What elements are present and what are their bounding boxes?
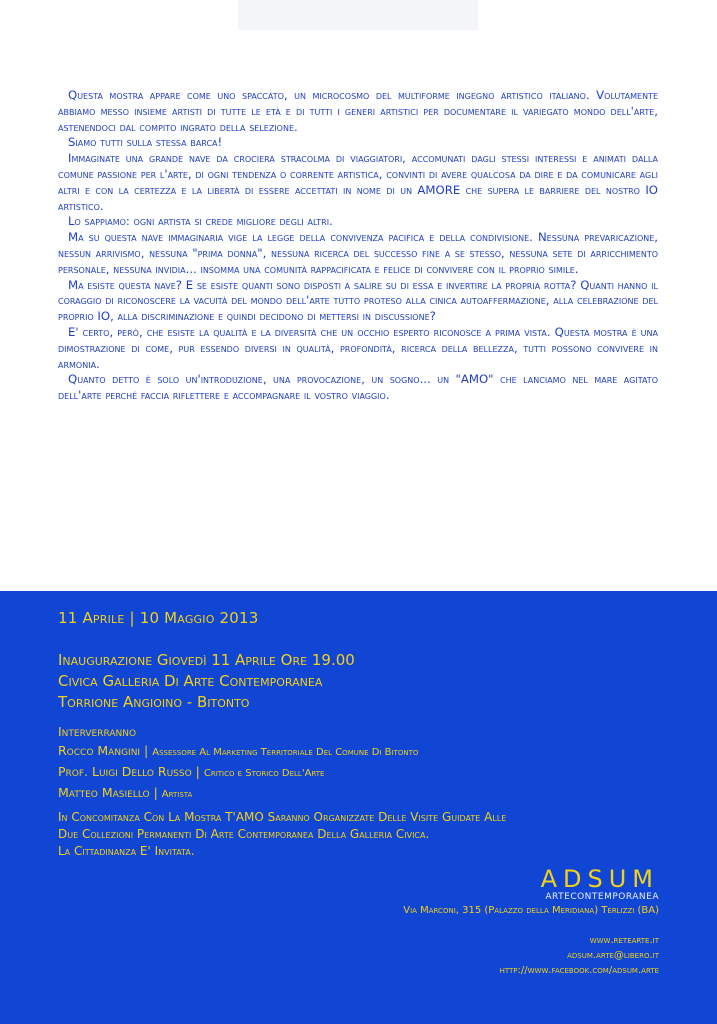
speaker-row xyxy=(58,741,678,762)
venue-location: Torrione Angioino - Bitonto xyxy=(58,693,250,711)
speaker-role: Assessore Al Marketing Territoriale Del Comune Di Bitonto xyxy=(152,747,419,758)
speaker-name: Rocco Mangini | xyxy=(58,743,149,758)
brand-subtitle: ARTECONTEMPORANEA xyxy=(545,892,659,902)
organizer-brand xyxy=(541,866,659,903)
inauguration-block xyxy=(58,650,658,713)
exhibition-dates: 11 Aprile | 10 Maggio 2013 xyxy=(58,609,259,627)
facebook-link[interactable]: http://www.facebook.com/adsum.arte xyxy=(499,965,659,976)
email-link[interactable]: adsum.arte@libero.it xyxy=(567,950,659,961)
notice-line: Due Collezioni Permanenti Di Arte Contemporanea Della Galleria Civica. xyxy=(58,827,430,841)
intro-paragraph: Siamo tutti sulla stessa barca! xyxy=(68,135,223,150)
notice-line: In Concomitanza Con La Mostra T'AMO Saranno Organizzate Delle Visite Guidate Alle xyxy=(58,810,507,824)
brand-logo-text: ADSUM xyxy=(540,865,659,893)
intro-paragraph: Ma su questa nave immaginaria vige la legge della convivenza pacifica e della condivisione. Nessuna prevaricazione, nessun arrivismo, nessuna "prima donna", nessuna ricerca del successo fine a se stesso, nessuna sete di arricchimento personale, nessuna invidia... insomma una comunità rappacificata e felice di convivere con il proprio simile. xyxy=(58,230,658,276)
speaker-name: Prof. Luigi Dello Russo | xyxy=(58,764,200,779)
speaker-role: Critico e Storico Dell'Arte xyxy=(203,768,325,779)
intro-paragraph: Quanto detto è solo un'introduzione, una provocazione, un sogno... un "AMO" che lanciamo nel mare agitato dell'arte perché faccia riflettere e accompagnare il vostro viaggio. xyxy=(58,372,658,403)
intro-paragraph: Questa mostra appare come uno spaccato, un microcosmo del multiforme ingegno artistico italiano. Volutamente abbiamo messo insieme artisti di tutte le età e di tutti i generi artistici per documentare il variegato mondo dell'arte, astenendoci dal compito ingrato della selezione. xyxy=(58,88,658,134)
speakers-block xyxy=(58,722,678,804)
intro-paragraph: Ma esiste questa nave? E se esiste quanti sono disposti a salire su di essa e invertire la propria rotta? Quanti hanno il coraggio di riconoscere la vacuità del mondo dell'arte tutto proteso alla cinica autoaffermazione, alla celebrazione del proprio IO, alla discriminazione e quindi decidono di mettersi in discussione? xyxy=(58,277,658,324)
intro-text xyxy=(58,88,658,404)
speaker-row xyxy=(58,762,678,783)
header-strip xyxy=(238,0,478,30)
intro-paragraph: E' certo, però, che esiste la qualità e la diversità che un occhio esperto riconosce a prima vista. Questa mostra è una dimostrazione di come, pur essendo diversi in qualità, profondità, ricerca della bellezza, tutti possono convivere in armonia. xyxy=(58,324,658,371)
guided-tours-notice xyxy=(58,809,678,860)
intro-paragraph: Immaginate una grande nave da crociera stracolma di viaggiatori, accomunati dagli stessi interessi e animati dalla comune passione per l'arte, di ogni tendenza o corrente artistica, convinti di avere qualcosa da dire e da comunicare agli altri e con la certezza e la libertà di essere accettati in nome di un AMORE che supera le barriere del nostro IO artistico. xyxy=(58,151,659,213)
inauguration-time: Inaugurazione Giovedì 11 Aprile Ore 19.00 xyxy=(58,651,355,669)
contacts-block xyxy=(500,933,659,978)
intro-paragraph: Lo sappiamo: ogni artista si crede migliore degli altri. xyxy=(68,214,333,229)
venue-name: Civica Galleria Di Arte Contemporanea xyxy=(58,672,323,690)
speaker-name: Matteo Masiello | xyxy=(58,785,158,800)
notice-line: La Cittadinanza E' Invitata. xyxy=(58,844,195,858)
speaker-row xyxy=(58,783,678,804)
website-link[interactable]: www.retearte.it xyxy=(589,935,659,946)
speakers-heading: Interverranno xyxy=(58,724,137,739)
speaker-role: Artista xyxy=(161,789,193,800)
organizer-address: Via Marconi, 315 (Palazzo della Meridiana) Terlizzi (BA) xyxy=(403,905,659,916)
